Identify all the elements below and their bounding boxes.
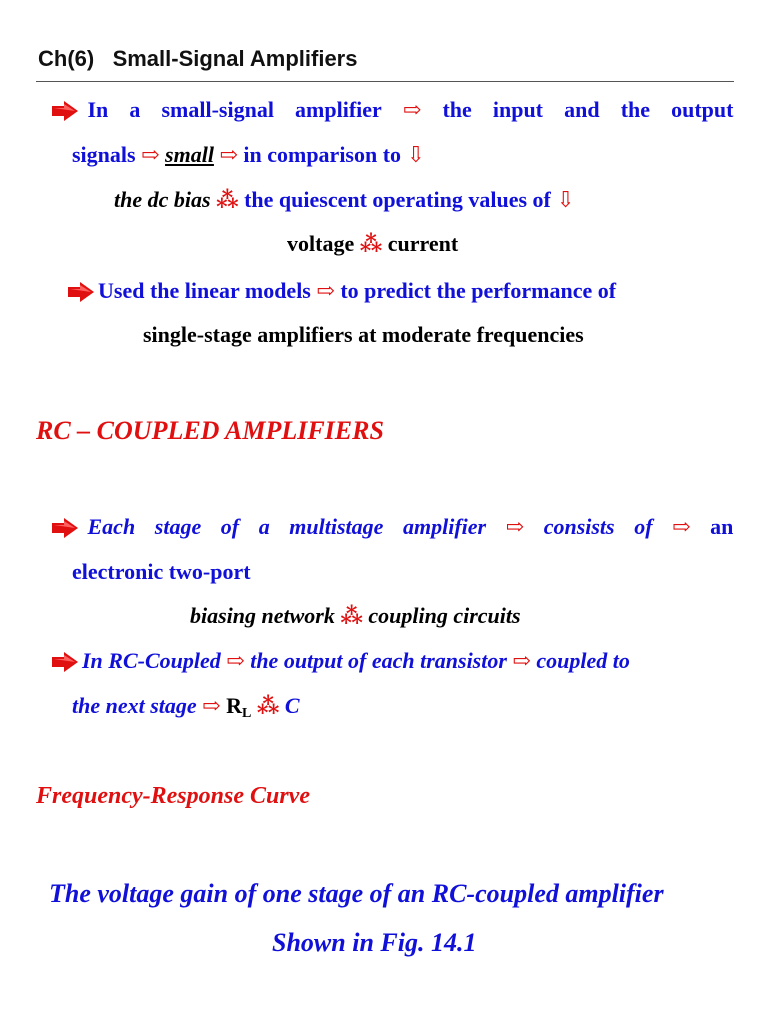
word: input <box>492 97 544 122</box>
bullet-1-line-1-text <box>88 97 734 123</box>
asterism-icon: ⁂ <box>340 603 363 628</box>
right-arrow-icon: ⇨ <box>402 97 422 122</box>
word: of <box>220 514 240 539</box>
right-arrow-icon: ⇨ <box>316 278 335 303</box>
right-arrow-icon: ⇨ <box>672 514 691 539</box>
bullet-1-line-4: voltage ⁂ current <box>287 231 459 256</box>
bullet-4-line-2: the next stage ⇨ $R_L$ ⁂ C <box>72 693 300 721</box>
word: an <box>710 514 734 539</box>
asterism-icon: ⁂ <box>359 231 383 256</box>
red-pointer-arrow-icon <box>52 652 78 678</box>
right-arrow-icon: ⇨ <box>219 142 238 167</box>
right-arrow-icon: ⇨ <box>226 648 245 673</box>
bullet-3-line-2: electronic two-port <box>72 559 251 584</box>
resistor-symbol: $R_L$ <box>226 693 252 721</box>
asterism-icon: ⁂ <box>256 693 280 718</box>
word: and <box>564 97 600 122</box>
header-divider <box>36 81 734 82</box>
asterism-icon: ⁂ <box>216 187 239 212</box>
word: of <box>634 514 653 539</box>
word: multistage <box>289 514 384 539</box>
right-arrow-icon: ⇨ <box>141 142 160 167</box>
word: Each <box>87 514 136 539</box>
down-arrow-icon: ⇩ <box>406 142 425 167</box>
bullet-1-line-2: signals ⇨ small ⇨ in comparison to ⇩ <box>72 142 425 167</box>
word: output <box>671 97 734 122</box>
right-arrow-icon: ⇨ <box>512 648 531 673</box>
page-header <box>38 46 357 72</box>
word: In <box>87 97 109 122</box>
bullet-1-line-1 <box>52 97 734 127</box>
word: a <box>258 514 270 539</box>
word: amplifier <box>402 514 487 539</box>
down-arrow-icon: ⇩ <box>556 187 575 212</box>
bullet-3-line-1-text <box>88 514 734 540</box>
section-3-line-2: Shown in Fig. 14.1 <box>272 928 477 957</box>
section-3-line-1: The voltage gain of one stage of an RC-coupled amplifier <box>49 879 664 908</box>
red-pointer-arrow-icon <box>68 282 94 308</box>
right-arrow-icon: ⇨ <box>505 514 525 539</box>
red-pointer-arrow-icon <box>52 101 78 127</box>
bullet-4-line-1: In RC-Coupled ⇨ the output of each transistor ⇨ coupled to <box>52 648 630 678</box>
emphasis-small: small <box>165 142 214 167</box>
bullet-2-line-1: Used the linear models ⇨ to predict the performance of <box>68 278 616 308</box>
word: the <box>620 97 651 122</box>
word: consists <box>543 514 615 539</box>
bullet-3-line-1 <box>52 514 734 544</box>
bullet-2-line-2: single-stage amplifiers at moderate frequencies <box>143 322 584 347</box>
section-heading-rc-coupled: RC – COUPLED AMPLIFIERS <box>36 416 384 445</box>
bullet-3-line-3: biasing network ⁂ coupling circuits <box>190 603 521 628</box>
section-heading-frequency-response: Frequency-Response Curve <box>36 783 310 809</box>
red-pointer-arrow-icon <box>52 518 78 544</box>
chapter-label: Ch(6) <box>38 46 95 71</box>
word: the <box>442 97 472 122</box>
bullet-1-line-3: the dc bias ⁂ the quiescent operating values of ⇩ <box>114 187 575 212</box>
word: amplifier <box>295 97 382 122</box>
chapter-title: Small-Signal Amplifiers <box>112 46 358 71</box>
word: stage <box>154 514 202 539</box>
word: small-signal <box>161 97 274 122</box>
right-arrow-icon: ⇨ <box>202 693 221 718</box>
word: a <box>129 97 141 122</box>
